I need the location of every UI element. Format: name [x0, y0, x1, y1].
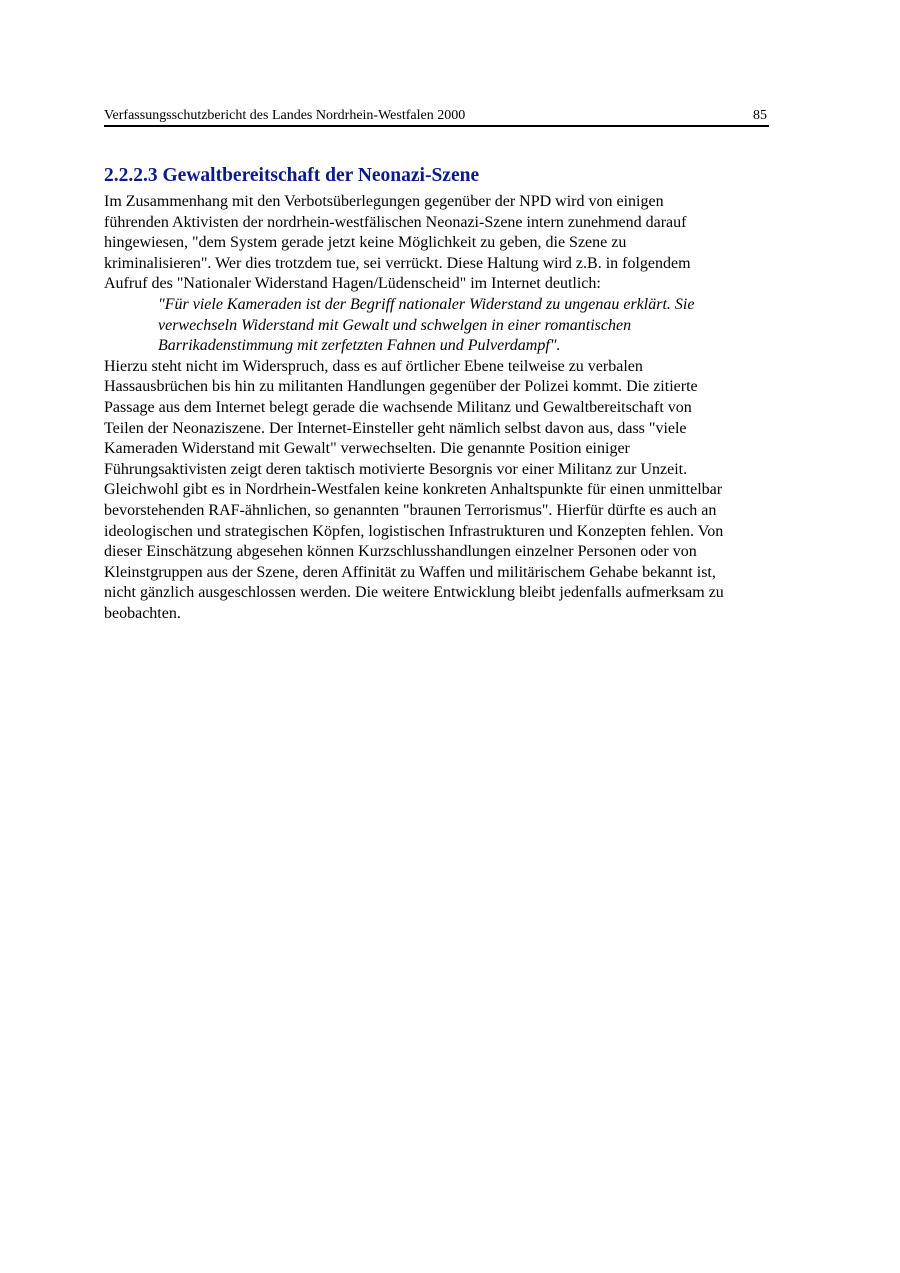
text-line: Kleinstgruppen aus der Szene, deren Affinität zu Waffen und militärischem Gehabe bekannt ist, [104, 563, 716, 581]
text-line: Passage aus dem Internet belegt gerade die wachsende Militanz und Gewaltbereitschaft von [104, 398, 692, 416]
text-line: bevorstehenden RAF-ähnlichen, so genannten "braunen Terrorismus". Hierfür dürfte es auch an [104, 501, 717, 519]
header-title: Verfassungsschutzbericht des Landes Nordrhein-Westfalen 2000 [104, 108, 466, 123]
section-heading: 2.2.2.3 Gewaltbereitschaft der Neonazi-Szene [104, 165, 480, 186]
text-line: ideologischen und strategischen Köpfen, logistischen Infrastrukturen und Konzepten fehlen. Von [104, 522, 724, 540]
body-paragraph [104, 357, 804, 625]
text-line: Aufruf des "Nationaler Widerstand Hagen/Lüdenscheid" im Internet deutlich: [104, 275, 601, 293]
text-line: dieser Einschätzung abgesehen können Kurzschlusshandlungen einzelner Personen oder von [104, 543, 697, 561]
text-line: Hierzu steht nicht im Widerspruch, dass es auf örtlicher Ebene teilweise zu verbalen [104, 357, 643, 375]
quote-line: "Für viele Kameraden ist der Begriff nationaler Widerstand zu ungenau erklärt. Sie [158, 295, 695, 313]
intro-paragraph [104, 192, 804, 295]
text-line: Kameraden Widerstand mit Gewalt" verwechselten. Die genannte Position einiger [104, 440, 630, 458]
block-quote [104, 295, 804, 357]
text-line: Teilen der Neonaziszene. Der Internet-Einsteller geht nämlich selbst davon aus, dass "viele [104, 419, 687, 437]
running-header [104, 107, 769, 127]
quote-line: Barrikadenstimmung mit zerfetzten Fahnen und Pulverdampf". [158, 337, 561, 355]
body-content [104, 192, 804, 624]
text-line: nicht gänzlich ausgeschlossen werden. Die weitere Entwicklung bleibt jedenfalls aufmerksam zu [104, 584, 724, 602]
text-line: kriminalisieren". Wer dies trotzdem tue, sei verrückt. Diese Haltung wird z.B. in folgendem [104, 254, 691, 272]
text-line: Führungsaktivisten zeigt deren taktisch motivierte Besorgnis vor einer Militanz zur Unzeit. [104, 460, 688, 478]
quote-line: verwechseln Widerstand mit Gewalt und schwelgen in einer romantischen [158, 316, 632, 334]
text-line: Hassausbrüchen bis hin zu militanten Handlungen gegenüber der Polizei kommt. Die zitierte [104, 378, 698, 396]
text-line: Im Zusammenhang mit den Verbotsüberlegungen gegenüber der NPD wird von einigen [104, 193, 664, 210]
text-line: Gleichwohl gibt es in Nordrhein-Westfalen keine konkreten Anhaltspunkte für einen unmittelbar [104, 481, 723, 499]
text-line: beobachten. [104, 604, 181, 622]
page-number: 85 [753, 108, 767, 123]
text-line: hingewiesen, "dem System gerade jetzt keine Möglichkeit zu geben, die Szene zu [104, 234, 627, 252]
text-line: führenden Aktivisten der nordrhein-westfälischen Neonazi-Szene intern zunehmend darauf [104, 213, 687, 231]
